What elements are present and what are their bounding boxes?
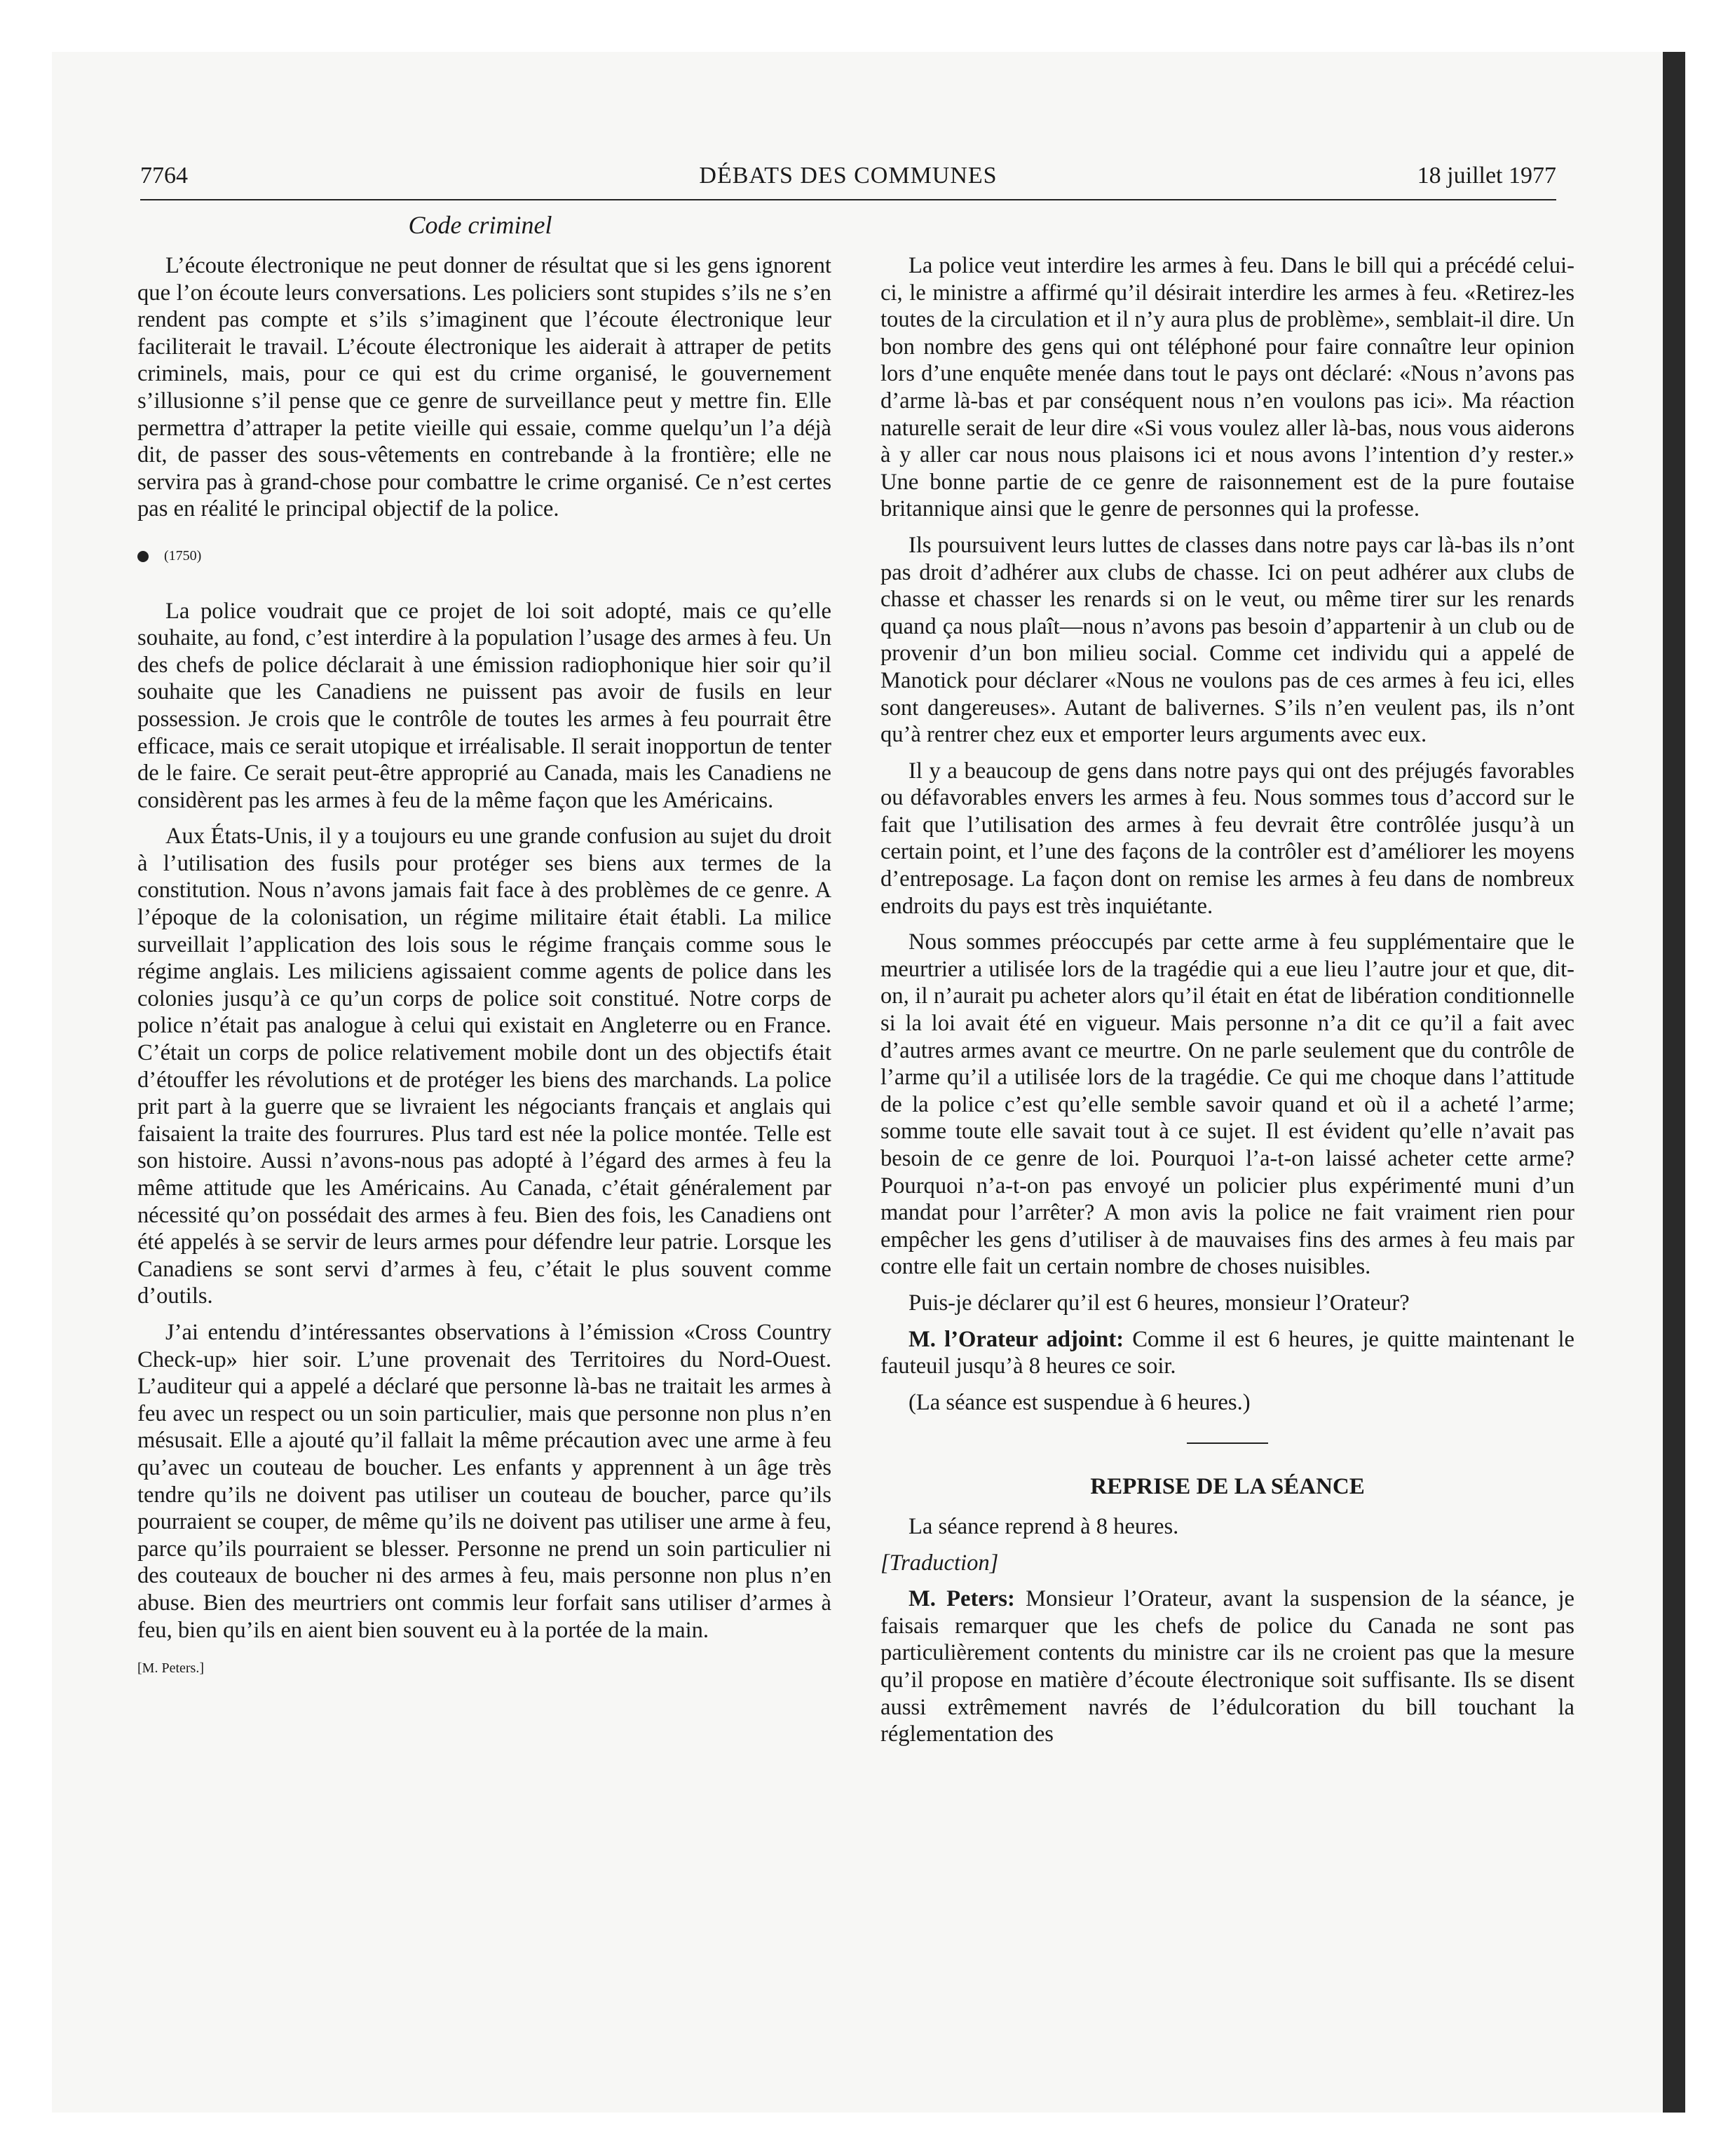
right-paragraph-5: Puis-je déclarer qu’il est 6 heures, monsieur l’Orateur?	[909, 1290, 1410, 1316]
right-paragraph-7: (La séance est suspendue à 6 heures.)	[909, 1389, 1251, 1415]
right-paragraph-3: Il y a beaucoup de gens dans notre pays qui ont des préjugés favorables ou défavorables envers les armes à feu. Nous sommes tous d’accord sur le fait que l’utilisation des armes à feu devrait être contrôlée jusqu’à un certain point, et l’une des façons de la contrôler est d’améliorer les moyens d’entreposage. La façon dont on remise les armes à feu dans de nombreux endroits du pays est très inquiétante.	[880, 758, 1574, 919]
speaker-name: M. Peters:	[909, 1586, 1015, 1612]
right-column	[880, 252, 1574, 1757]
right-paragraph-4: Nous sommes préoccupés par cette arme à feu supplémentaire que le meurtrier a utilisée lors de la tragédie qui a eue lieu l’autre jour et que, dit-on, il n’aurait pu acheter alors qu’il était en état de libération conditionnelle si la loi avait été en vigueur. Mais personne n’a dit ce qu’il a fait avec d’autres armes avant ce meurtre. On ne parle seulement que du contrôle de l’arme qu’il a utilisée lors de la tragédie. Ce qui me choque dans l’attitude de la police c’est qu’elle semble savoir quand et où il a acheté l’arme; somme toute elle savait tout à ce sujet. Il est évident qu’elle n’avait pas besoin de ce genre de loi. Pourquoi l’a-t-on laissé acheter cette arme? Pourquoi n’a-t-on pas envoyé un policier plus expérimenté muni d’un mandat pour l’arrêter? A mon avis la police ne fait vraiment rien pour empêcher les gens d’utiliser à de mauvaises fins des armes à feu mais par contre elle fait un certain nombre de choses nuisibles.	[880, 929, 1574, 1280]
speech-text: Monsieur l’Orateur, avant la suspension de la séance, je faisais remarquer que les chefs de police du Canada ne sont pas particulièrement contents du ministre car ils ne croient pas que la mesure qu’il propose en matière d’écoute électronique soit suffisante. Ils se disent aussi extrêmement navrés de l’édulcoration du bill touchant la réglementation des	[880, 1586, 1574, 1747]
page-number: 7764	[140, 163, 188, 189]
speaker-name: M. l’Orateur adjoint:	[909, 1326, 1124, 1352]
header-date: 18 juillet 1977	[1417, 163, 1556, 189]
left-paragraph-3: Aux États-Unis, il y a toujours eu une grande confusion au sujet du droit à l’utilisation des fusils pour protéger ses biens aux termes de la constitution. Nous n’avons jamais fait face à des problèmes de ce genre. A l’époque de la colonisation, un régime militaire était établi. La milice surveillait l’application des lois sous le régime français comme sous le régime anglais. Les miliciens agissaient comme agents de police dans les colonies jusqu’à ce qu’un corps de police soit constitué. Notre corps de police n’était pas analogue à celui qui existait en Angleterre ou en France. C’était un corps de police relativement mobile dont un des objectifs était d’étouffer les révolutions et de protéger les biens des marchands. La police prit part à la guerre que se livraient les négociants français et anglais qui faisaient la traite des fourrures. Plus tard est née la police montée. Telle est son histoire. Aussi n’avons-nous pas adopté à l’égard des armes à feu la même attitude que les Américains. Au Canada, c’était généralement par nécessité qu’on possédait des armes à feu. Bien des fois, les Canadiens ont été appelés à se servir de leurs armes pour défendre leur patrie. Lorsque les Canadiens se sont servi d’armes à feu, c’était le plus souvent comme d’outils.	[137, 824, 831, 1309]
section-divider	[1187, 1442, 1268, 1444]
right-paragraph-2: Ils poursuivent leurs luttes de classes dans notre pays car là-bas ils n’ont pas droit d’adhérer aux clubs de chasse. Ici on peut adhérer aux clubs de chasse et chasser les renards si on le veut, ou même tirer sur les renards quand ça nous plaît—nous n’avons pas besoin d’appartenir à un club ou de provenir d’un bon milieu social. Comme cet individu qui a appelé de Manotick pour déclarer «Nous ne voulons pas de ces armes à feu ici, elles sont dangereuses». Autant de balivernes. S’ils n’en veulent pas, ils n’ont qu’à rentrer chez eux et emporter leurs arguments avec eux.	[880, 532, 1574, 748]
left-column	[137, 252, 831, 1682]
right-paragraph-10	[880, 1585, 1574, 1748]
time-marker-text: (1750)	[164, 547, 202, 564]
left-paragraph-2: La police voudrait que ce projet de loi soit adopté, mais ce qu’elle souhaite, au fond, c’est interdire à la population l’usage des armes à feu. Un des chefs de police déclarait à une émission radiophonique hier soir qu’il souhaite que les Canadiens ne puissent pas avoir de fusils en leur possession. Je crois que le contrôle de toutes les armes à feu pourrait être efficace, mais ce serait utopique et irréalisable. Il serait inopportun de tenter de le faire. Ce serait peut-être approprié au Canada, mais les Canadiens ne considèrent pas les armes à feu de la même façon que les Américains.	[137, 598, 831, 813]
speech-text: Comme il est 6 heures, je quitte maintenant le fauteuil jusqu’à 8 heures ce soir.	[880, 1326, 1574, 1379]
section-title: Code criminel	[408, 211, 552, 239]
right-paragraph-6	[880, 1326, 1574, 1380]
running-header	[140, 163, 1556, 199]
left-paragraph-1: L’écoute électronique ne peut donner de résultat que si les gens ignorent que l’on écoute leurs conversations. Les policiers sont stupides s’ils ne s’en rendent pas compte et s’ils s’imaginent que l’écoute électronique leur faciliterait le travail. L’écoute électronique les aiderait à attraper de petits criminels, mais, pour ce qui est du crime organisé, le gouvernement s’illusionne s’il pense que ce genre de surveillance peut y mettre fin. Elle permettra d’attraper la petite vieille qui essaie, comme quelqu’un l’a déjà dit, de passer des sous-vêtements en contrebande à la frontière; elle ne servira pas à grand-chose pour combattre le crime organisé. Ce n’est certes pas en réalité le principal objectif de la police.	[137, 253, 831, 522]
publication-title: DÉBATS DES COMMUNES	[699, 163, 998, 189]
speaker-signature: [M. Peters.]	[137, 1660, 204, 1677]
header-rule	[140, 199, 1556, 200]
section-heading: REPRISE DE LA SÉANCE	[1090, 1474, 1365, 1500]
left-paragraph-4: J’ai entendu d’intéressantes observations à l’émission «Cross Country Check-up» hier soir. L’une provenait des Territoires du Nord-Ouest. L’auditeur qui a appelé a déclaré que personne là-bas ne traitait les armes à feu avec un respect ou un soin particulier, mais que personne non plus n’en mésusait. Elle a ajouté qu’il fallait la même précaution avec une arme à feu qu’avec un couteau de boucher. Les enfants y apprennent à un âge très tendre qu’ils ne doivent pas utiliser un couteau de boucher, parce qu’ils pourraient se couper, de même qu’ils ne doivent pas utiliser une arme à feu, parce qu’ils pourraient se blesser. Personne ne prend un soin particulier ni des couteaux de boucher ni des armes à feu, mais personne non plus n’en abuse. Bien des meurtriers ont commis leur forfait sans utiliser d’armes à feu, bien qu’ils en aient bien souvent eu à la portée de la main.	[137, 1319, 831, 1643]
time-marker	[137, 543, 831, 570]
right-paragraph-8: La séance reprend à 8 heures.	[909, 1513, 1179, 1539]
translation-note: [Traduction]	[880, 1550, 999, 1576]
bullet-icon	[137, 551, 149, 562]
right-paragraph-1: La police veut interdire les armes à feu. Dans le bill qui a précédé celui-ci, le ministre a affirmé qu’il désirait interdire les armes à feu. «Retirez-les toutes de la circulation et il n’y aura plus de problème», semblait-il dire. Un bon nombre des gens qui ont téléphoné pour faire connaître leur opinion lors d’une enquête menée dans tout le pays ont déclaré: «Nous n’avons pas d’arme là-bas et par conséquent nous n’en voulons pas ici». Ma réaction naturelle serait de leur dire «Si vous voulez aller là-bas, nous vous aiderons à y aller car nous nous plaisons ici et nous avons l’intention d’y rester.» Une bonne partie de ce genre de raisonnement est de la pure foutaise britannique ainsi que le genre de personnes qui la professe.	[880, 253, 1574, 522]
